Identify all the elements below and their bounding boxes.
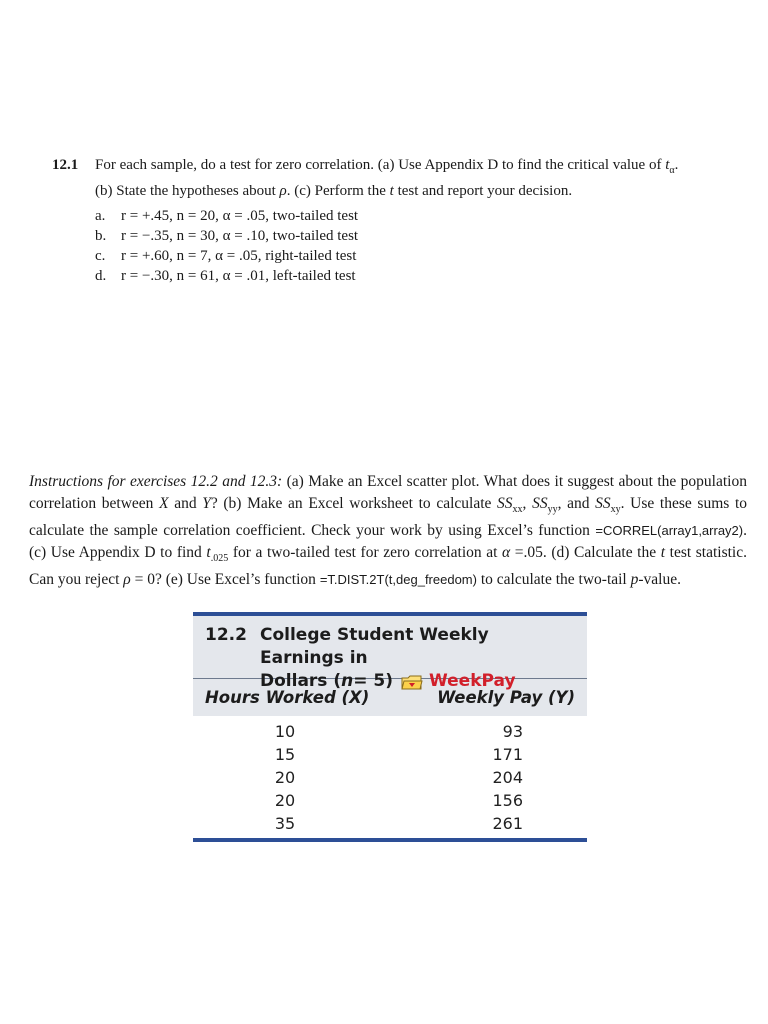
exercise-12-1-line1: For each sample, do a test for zero correlation. (a) Use Appendix D to find the critical value of bbox=[95, 157, 666, 173]
pay-cell: 93 bbox=[502, 722, 523, 741]
table-caption: 12.2 College Student Weekly Earnings in Dollars ( n = 5) WeekPay bbox=[193, 616, 587, 678]
correl-function: =CORREL(array1,array2) bbox=[595, 523, 744, 539]
tdist-function: =T.DIST.2T(t,deg_freedom) bbox=[319, 572, 477, 588]
t-symbol: t bbox=[665, 157, 670, 173]
pay-cell: 171 bbox=[492, 745, 523, 764]
table-number: 12.2 bbox=[205, 625, 247, 645]
part-text: r = −.30, n = 61, α = .01, left-tailed test bbox=[121, 268, 356, 284]
list-item: d. r = −.30, n = 61, α = .01, left-tailed test bbox=[95, 268, 356, 284]
table-row bbox=[193, 789, 587, 812]
hours-cell: 20 bbox=[274, 768, 296, 787]
list-item: c. r = +.60, n = 7, α = .05, right-tailed test bbox=[95, 248, 357, 264]
instructions-paragraph: Instructions for exercises 12.2 and 12.3: (a) Make an Excel scatter plot. What does it suggest about the population correlation between X and Y? (b) Make an Excel worksheet to calculate $SS_{xx}$, $SS_{yy}$, and $SS_{xy}$. Use these sums to calculate the sample correlation coefficient. Check your work by using Excel’s function =CORREL(array1,array2). (c) Use Appendix D to find $t_{.025}$ for a two-tailed test for zero correlation at α =.05. (d) Calculate the t test statistic. Can you reject ρ = 0? (e) Use Excel’s function =T.DIST.2T(t,deg_freedom) to calculate the two-tail p-value. bbox=[29, 473, 747, 589]
part-text: r = +.60, n = 7, α = .05, right-tailed test bbox=[121, 248, 357, 264]
table-title: College Student Weekly Earnings in bbox=[260, 625, 489, 668]
table-row bbox=[193, 720, 587, 743]
part-text: r = +.45, n = 20, α = .05, two-tailed test bbox=[121, 208, 359, 224]
list-item: b. r = −.35, n = 30, α = .10, two-tailed test bbox=[95, 228, 359, 244]
column-header-hours: Hours Worked (X) bbox=[205, 688, 370, 707]
hours-cell: 20 bbox=[274, 791, 296, 810]
pay-cell: 204 bbox=[492, 768, 523, 787]
table-body bbox=[193, 716, 587, 835]
table-bottom-rule bbox=[193, 838, 587, 842]
exercise-12-1-parts bbox=[95, 206, 732, 286]
instructions-lead: Instructions for exercises 12.2 and 12.3: bbox=[29, 473, 283, 490]
dataset-name[interactable]: WeekPay bbox=[428, 671, 516, 691]
alpha-subscript: α bbox=[669, 165, 675, 176]
table-row bbox=[193, 743, 587, 766]
part-text: r = −.35, n = 30, α = .10, two-tailed test bbox=[121, 228, 359, 244]
column-header-pay: Weekly Pay (Y) bbox=[437, 688, 575, 707]
exercise-12-1 bbox=[52, 155, 732, 286]
data-table-12-2 bbox=[193, 612, 587, 842]
list-item: a. r = +.45, n = 20, α = .05, two-tailed test bbox=[95, 208, 359, 224]
exercise-12-1-stem: 12.1 For each sample, do a test for zero correlation. (a) Use Appendix D to find the critical value of $t_\alpha$. (b) State the hypotheses about ρ. (c) Perform the t test and report your decision. bbox=[52, 157, 679, 199]
pay-cell: 261 bbox=[492, 814, 523, 833]
hours-cell: 15 bbox=[274, 745, 296, 764]
hours-cell: 10 bbox=[274, 722, 296, 741]
exercise-12-1-line2: (b) State the hypotheses about bbox=[95, 183, 280, 199]
exercise-number: 12.1 bbox=[52, 157, 79, 173]
data-folder-icon[interactable] bbox=[401, 674, 423, 689]
table-row bbox=[193, 812, 587, 835]
pay-cell: 156 bbox=[492, 791, 523, 810]
table-row bbox=[193, 766, 587, 789]
hours-cell: 35 bbox=[274, 814, 296, 833]
